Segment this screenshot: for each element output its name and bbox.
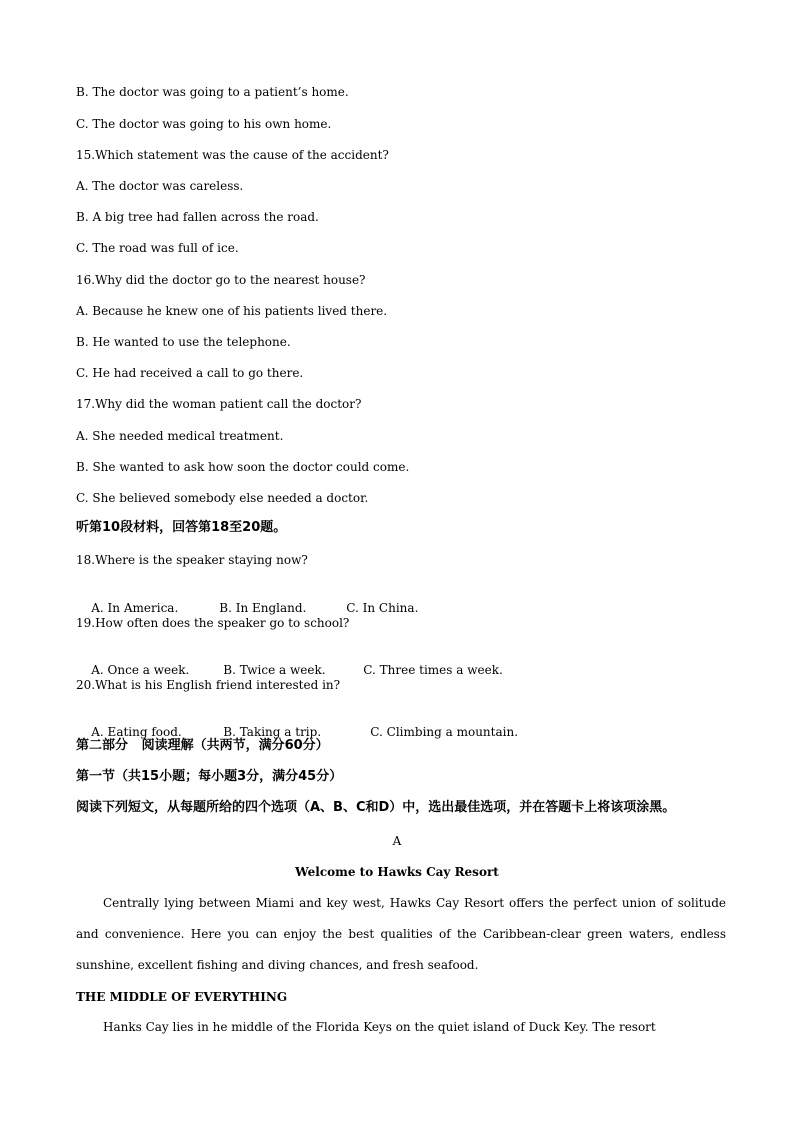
question-18: 18.Where is the speaker staying now?	[76, 553, 308, 567]
q14-option-b: B. The doctor was going to a patient’s home.	[76, 85, 349, 99]
q15-option-a: A. The doctor was careless.	[76, 179, 244, 193]
q20-option-c: C. Climbing a mountain.	[370, 725, 519, 739]
q16-option-c: C. He had received a call to go there.	[76, 366, 304, 380]
question-17: 17.Why did the woman patient call the doctor?	[76, 397, 362, 411]
passage-letter: A	[392, 834, 402, 848]
q15-option-b: B. A big tree had fallen across the road.	[76, 210, 319, 224]
question-20: 20.What is his English friend interested in?	[76, 678, 341, 692]
question-16: 16.Why did the doctor go to the nearest house?	[76, 273, 366, 287]
q20-option-b: B. Taking a trip.	[223, 725, 322, 739]
q18-option-b: B. In England.	[219, 601, 307, 615]
q17-option-c: C. She believed somebody else needed a doctor.	[76, 491, 369, 505]
q16-option-a: A. Because he knew one of his patients lived there.	[76, 304, 388, 318]
passage-subheading: THE MIDDLE OF EVERYTHING	[76, 990, 288, 1004]
q16-option-b: B. He wanted to use the telephone.	[76, 335, 291, 349]
q19-option-b: B. Twice a week.	[223, 663, 326, 677]
q19-option-c: C. Three times a week.	[363, 663, 503, 677]
question-15: 15.Which statement was the cause of the accident?	[76, 148, 389, 162]
section-10-heading: 听第10段材料，回答第18至20题。	[76, 520, 287, 535]
passage-paragraph-1: Centrally lying between Miami and key west, Hawks Cay Resort offers the perfect union of solitude and convenience. Here you can enjoy the best qualities of the Caribbean-clear green waters, endless sunshine, excellent fishing and diving chances, and fresh seafood.	[76, 896, 726, 972]
part-2-heading: 第二部分 阅读理解（共两节，满分60分）	[76, 738, 329, 753]
q17-option-a: A. She needed medical treatment.	[76, 429, 284, 443]
q14-option-c: C. The doctor was going to his own home.	[76, 117, 332, 131]
question-19: 19.How often does the speaker go to school?	[76, 616, 350, 630]
section-1-heading: 第一节（共15小题；每小题3分，满分45分）	[76, 769, 343, 784]
q19-option-a: A. Once a week.	[91, 663, 190, 677]
q15-option-c: C. The road was full of ice.	[76, 241, 239, 255]
q17-option-b: B. She wanted to ask how soon the doctor could come.	[76, 460, 410, 474]
q18-option-c: C. In China.	[346, 601, 419, 615]
q20-option-a: A. Eating food.	[91, 725, 182, 739]
passage-paragraph-2: Hanks Cay lies in he middle of the Florida Keys on the quiet island of Duck Key. The resort	[103, 1020, 656, 1034]
q18-option-a: A. In America.	[91, 601, 179, 615]
reading-instruction: 阅读下列短文，从每题所给的四个选项（A、B、C和D）中，选出最佳选项，并在答题卡上将该项涂黑。	[76, 800, 676, 815]
passage-title: Welcome to Hawks Cay Resort	[295, 865, 499, 879]
